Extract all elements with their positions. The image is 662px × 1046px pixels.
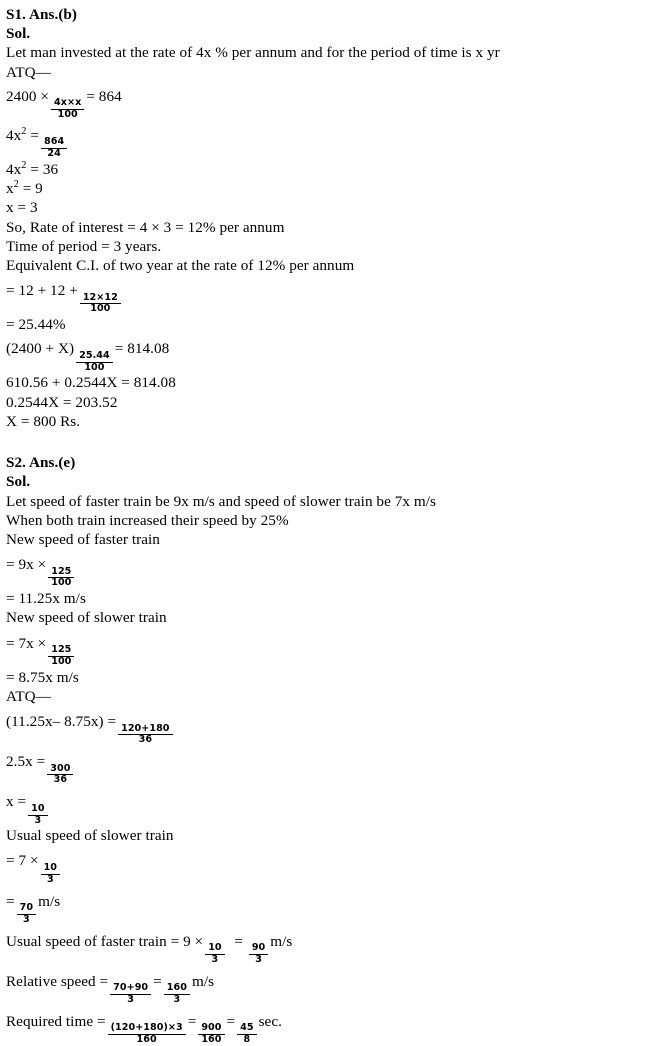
s2-equation-2: = 11.25x m/s [6, 590, 86, 608]
s1-line-premise: Let man invested at the rate of 4x % per annum and for the period of time is x yr [6, 44, 500, 62]
s1-eq2-exponent: 2 [21, 125, 27, 137]
s2-eq10-equals: = [234, 932, 243, 950]
s2-equation-7 [6, 786, 654, 826]
s1-equation-6 [6, 275, 654, 315]
s2-fraction-10-3-a: $\frac{10}{3}$ [28, 804, 47, 826]
s2-eq8-lhs: = 7 × [6, 852, 39, 870]
s2-equation-4: = 8.75x m/s [6, 668, 79, 686]
s2-fraction-time-2: $\frac{900}{160}$ [198, 1023, 224, 1045]
s1-eq1-lhs: 2400 × [6, 87, 50, 105]
s2-eq1-lhs: = 9x × [6, 556, 47, 574]
s2-fraction-10-3-c: $\frac{10}{3}$ [205, 943, 224, 965]
s2-eq11-lhs: Relative speed = [6, 972, 109, 990]
s2-eq9-unit: m/s [38, 892, 61, 910]
s1-eq6-lhs: = 12 + 12 + [6, 282, 78, 300]
s2-fraction-300-36-sum: $\frac{120+180}{36}$ [118, 724, 172, 746]
s1-fraction-interest: $\frac{4x\times x}{100}$ [51, 98, 84, 120]
s1-eq8-rhs: = 814.08 [114, 340, 170, 358]
s1-equation-1 [6, 82, 654, 121]
s2-fraction-90-3: $\frac{90}{3}$ [249, 943, 268, 965]
s1-eq1-rhs: = 864 [86, 87, 122, 105]
s2-eq7-lhs: x = [6, 793, 27, 811]
s2-fraction-70plus90-3: $\frac{70+90}{3}$ [110, 983, 151, 1005]
s1-equation-10: 0.2544X = 203.52 [6, 393, 118, 411]
s1-equation-3 [6, 160, 654, 179]
s2-eq11-equals: = [153, 972, 162, 990]
s1-fraction-12x12: $\frac{12\times 12}{100}$ [80, 293, 121, 315]
s2-fraction-125-100-a: $\frac{125}{100}$ [48, 567, 74, 589]
s1-eq4-text: $x^2 = 9$ [6, 179, 43, 198]
solution-s2 [6, 453, 654, 1046]
s2-equation-9 [6, 886, 654, 926]
s2-fraction-10-3-b: $\frac{10}{3}$ [41, 863, 60, 885]
s2-label-new-slower: New speed of slower train [6, 609, 167, 627]
s2-label-usual-slower: Usual speed of slower train [6, 827, 174, 845]
s2-fraction-time-3: $\frac{45}{8}$ [237, 1023, 256, 1045]
s1-line-rate: So, Rate of interest = 4 × 3 = 12% per annum [6, 218, 285, 236]
s1-equation-7: = 25.44% [6, 316, 66, 334]
s2-fraction-300-36: $\frac{300}{36}$ [47, 764, 73, 786]
s2-heading: S2. Ans.(e) [6, 454, 76, 472]
s2-eq5-lhs: (11.25x– 8.75x) = [6, 713, 117, 731]
s2-eq12-unit: sec. [258, 1012, 282, 1030]
s2-eq3-lhs: = 7x × [6, 634, 47, 652]
s1-line-equivalent-ci: Equivalent C.I. of two year at the rate of 12% per annum [6, 256, 355, 274]
s1-equation-8 [6, 334, 654, 373]
s2-equation-11 [6, 966, 654, 1006]
s2-eq9-equals: = [6, 892, 15, 910]
s2-eq10-lhs: Usual speed of faster train = 9 × [6, 932, 204, 950]
s2-eq12-lhs: Required time = [6, 1012, 106, 1030]
s1-equation-5: x = 3 [6, 199, 38, 217]
s1-fraction-2544-100: $\frac{25.44}{100}$ [76, 351, 113, 373]
s2-equation-5 [6, 706, 654, 746]
s2-line-premise: Let speed of faster train be 9x m/s and speed of slower train be 7x m/s [6, 492, 436, 510]
s1-eq2-equals: = [30, 126, 39, 144]
s2-equation-3 [6, 628, 654, 668]
s1-eq3-text: $4x^2 = 36$ [6, 159, 59, 178]
s1-equation-2 [6, 121, 654, 160]
s2-label-new-faster: New speed of faster train [6, 530, 160, 548]
s1-line-atq: ATQ— [6, 63, 51, 81]
s2-sol-label: Sol. [6, 473, 31, 491]
s1-line-time: Time of period = 3 years. [6, 237, 162, 255]
s2-eq11-unit: m/s [191, 972, 215, 990]
s2-fraction-70-3: $\frac{70}{3}$ [17, 903, 36, 925]
s2-eq12-equals-2: = [226, 1012, 236, 1030]
s1-answer: X = 800 Rs. [6, 412, 81, 430]
s1-equation-9: 610.56 + 0.2544X = 814.08 [6, 374, 176, 392]
s2-line-increase: When both train increased their speed by 25% [6, 511, 289, 529]
s1-heading: S1. Ans.(b) [6, 6, 78, 23]
s2-equation-1 [6, 549, 654, 589]
s1-equation-4 [6, 179, 654, 198]
s2-equation-12 [6, 1006, 654, 1046]
solution-s1 [6, 5, 654, 431]
s2-equation-10 [6, 926, 654, 966]
s2-eq12-equals-1: = [187, 1012, 197, 1030]
s2-equation-8 [6, 845, 654, 885]
section-spacer [6, 431, 654, 453]
s1-eq8-lhs: (2400 + X) [6, 340, 75, 358]
s2-eq6-lhs: 2.5x = [6, 753, 46, 771]
s2-fraction-time-1: $\frac{(120+180)\times 3}{160}$ [108, 1023, 186, 1045]
s2-line-atq: ATQ— [6, 687, 51, 705]
s2-eq10-unit: m/s [270, 932, 293, 950]
s2-equation-6 [6, 746, 654, 786]
s2-fraction-125-100-b: $\frac{125}{100}$ [48, 645, 74, 667]
s1-eq2-lhs: 4x [6, 126, 22, 144]
s1-sol-label: Sol. [6, 25, 31, 43]
s1-fraction-864-24: $\frac{864}{24}$ [41, 137, 67, 159]
s2-fraction-160-3: $\frac{160}{3}$ [164, 983, 190, 1005]
